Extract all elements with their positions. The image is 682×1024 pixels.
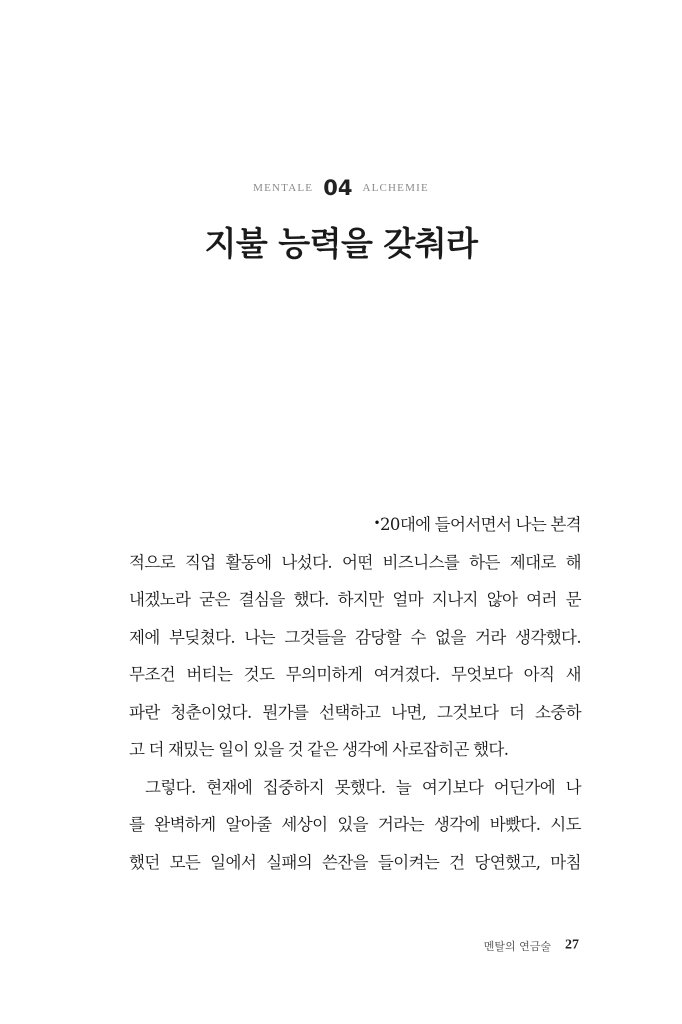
body-line-7: 고 더 재밌는 일이 있을 것 같은 생각에 사로잡히곤 했다.: [129, 740, 509, 759]
page-number: 27: [565, 937, 579, 953]
lead-mark: •: [373, 516, 381, 530]
chapter-title: 지불 능력을 갖춰라: [204, 224, 478, 263]
chapter-label: [0, 176, 682, 200]
page-footer: [484, 935, 579, 954]
body-line-1-text: 20대에 들어서면서 나는 본격: [380, 515, 581, 534]
body-line-3: 내겠노라 굳은 결심을 했다. 하지만 얼마 지나지 않아 여러 문: [129, 590, 581, 609]
body-line-9: 를 완벽하게 알아줄 세상이 있을 거라는 생각에 바빴다. 시도: [129, 815, 581, 834]
footer-book-title: 멘탈의 연금술: [483, 939, 551, 953]
body-line-5: 무조건 버티는 것도 무의미하게 여겨졌다. 무엇보다 아직 새: [129, 665, 581, 684]
chapter-label-left: MENTALE: [253, 182, 314, 194]
body-line-8: 그렇다. 현재에 집중하지 못했다. 늘 여기보다 어딘가에 나: [145, 777, 581, 797]
body-line-6: 파란 청춘이었다. 뭔가를 선택하고 나면, 그것보다 더 소중하: [129, 702, 581, 722]
body-line-2: 적으로 직업 활동에 나섰다. 어떤 비즈니스를 하든 제대로 해: [129, 552, 581, 572]
chapter-label-right: ALCHEMIE: [362, 182, 429, 194]
body-text: [129, 506, 581, 881]
chapter-number: 04: [323, 176, 353, 200]
body-line-1: [129, 506, 581, 544]
body-line-10: 했던 모든 일에서 실패의 쓴잔을 들이켜는 건 당연했고, 마침: [129, 852, 581, 872]
body-line-4: 제에 부딪쳤다. 나는 그것들을 감당할 수 없을 거라 생각했다.: [129, 627, 581, 647]
